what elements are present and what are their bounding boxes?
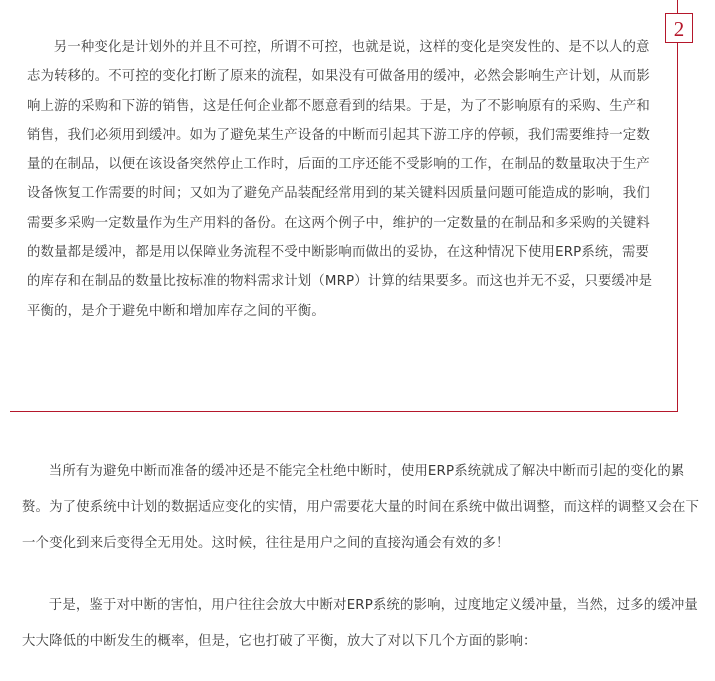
section-number-badge: 2 <box>665 13 693 43</box>
paragraph-buffer-burden: 当所有为避免中断而准备的缓冲还是不能完全杜绝中断时，使用ERP系统就成了解决中断而引起的变化的累赘。为了使系统中计划的数据适应变化的实情，用户需要花大量的时间在系统中做出调整，而这样的调整又会在下一个变化到来后变得全无用处。这时候，往往是用户之间的直接沟通会有效的多！ <box>22 464 700 551</box>
paragraph-over-buffering: 于是，鉴于对中断的害怕，用户往往会放大中断对ERP系统的影响，过度地定义缓冲量，当然，过多的缓冲量大大降低的中断发生的概率，但是，它也打破了平衡，放大了对以下几个方面的影响： <box>22 598 698 649</box>
paragraph-unplanned-change: 另一种变化是计划外的并且不可控，所谓不可控，也就是说，这样的变化是突发性的、是不以人的意志为转移的。不可控的变化打断了原来的流程，如果没有可做备用的缓冲，必然会影响生产计划，从而影响上游的采购和下游的销售，这是任何企业都不愿意看到的结果。于是，为了不影响原有的采购、生产和销售，我们必须用到缓冲。如为了避免某生产设备的中断而引起其下游工序的停顿，我们需要维持一定数量的在制品，以便在该设备突然停止工作时，后面的工序还能不受影响的工作，在制品的数量取决于生产设备恢复工作需要的时间；又如为了避免产品装配经常用到的某关键料因质量问题可能造成的影响，我们需要多采购一定数量作为生产用料的备份。在这两个例子中，维护的一定数量的在制品和多采购的关键料的数量都是缓冲，都是用以保障业务流程不受中断影响而做出的妥协，在这种情况下使用ERP系统，需要的库存和在制品的数量比按标准的物料需求计划（MRP）计算的结果要多。而这也并无不妥，只要缓冲是平衡的，是介于避免中断和增加库存之间的平衡。 <box>27 40 653 319</box>
